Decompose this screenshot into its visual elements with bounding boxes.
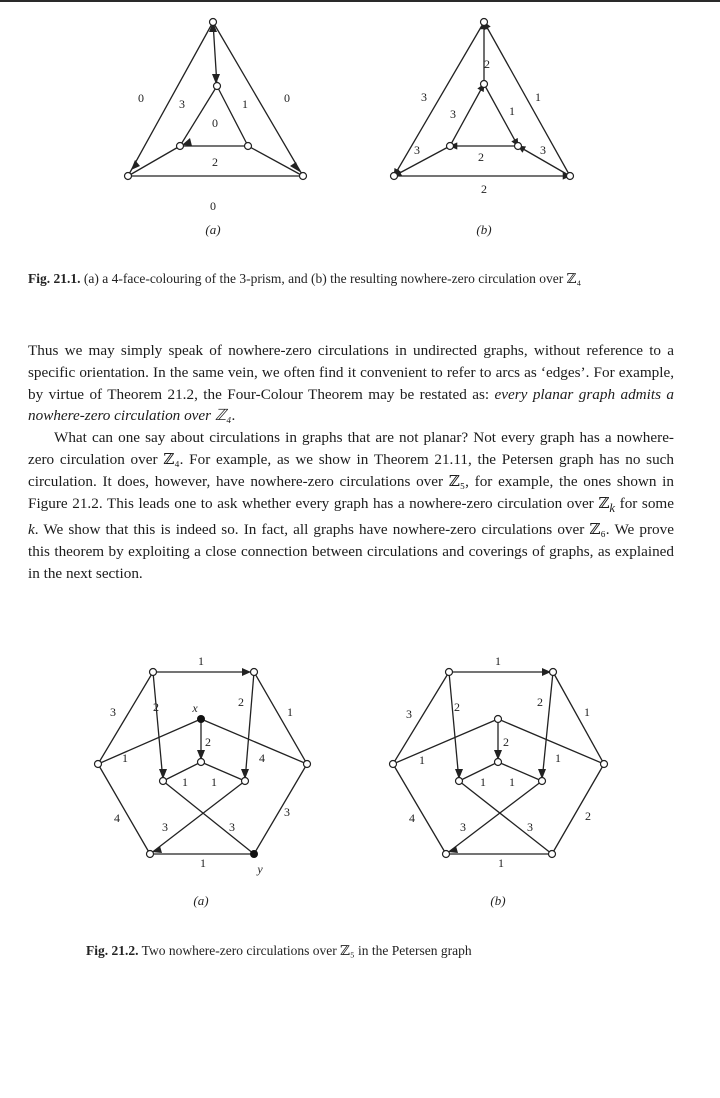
vertex — [300, 173, 307, 180]
edge-label: 2 — [212, 155, 218, 169]
edge-label: 3 — [406, 707, 412, 721]
vertex — [391, 173, 398, 180]
edge-label: 3 — [460, 820, 466, 834]
vertex — [456, 778, 463, 785]
vertex — [567, 173, 574, 180]
vertex — [210, 19, 217, 26]
vertex — [214, 83, 221, 90]
edge-label: 1 — [287, 705, 293, 719]
edge-label: 3 — [540, 143, 546, 157]
edge-label: 3 — [421, 90, 427, 104]
paragraph-2: What can one say about circulations in graphs that are not planar? Not every graph has a nowhere-zero circulation over ℤ₄. For example, as we show in Theorem 21.11, the Petersen graph has no such circulation. It does, however, have nowhere-zero circulations over ℤ₅, for example, the ones shown in Figure 21.2. This leads one to ask whether every graph has a nowhere-zero circulation over ℤ$_k$ for some k. We show that this is indeed so. In fact, all graphs have nowhere-zero circulations over ℤ₆. We prove this theorem by exploiting a close connection between circulations and coverings of graphs, as explained in the next section. — [28, 429, 674, 582]
vertex — [304, 761, 311, 768]
edge — [150, 781, 245, 854]
edge-label: 3 — [179, 97, 185, 111]
vertex — [601, 761, 608, 768]
caption-text: Two nowhere-zero circulations over ℤ₅ in the Petersen graph — [141, 943, 472, 958]
edge — [245, 672, 254, 781]
body-text — [28, 340, 674, 585]
edge-label: 2 — [205, 735, 211, 749]
vertex — [446, 669, 453, 676]
edge-label: 2 — [585, 809, 591, 823]
edge-label: 1 — [182, 775, 188, 789]
vertex — [245, 143, 252, 150]
edge-label: 1 — [495, 654, 501, 668]
vertex — [481, 19, 488, 26]
edge-label: 2 — [481, 182, 487, 196]
edge-label: 2 — [238, 695, 244, 709]
edge — [484, 22, 570, 176]
edge-label: 1 — [498, 856, 504, 870]
edge — [459, 762, 498, 781]
vertex — [150, 669, 157, 676]
edge — [98, 719, 201, 764]
edge — [446, 781, 542, 854]
figure-21-2-caption — [86, 942, 686, 960]
vertex — [242, 778, 249, 785]
edge-label: 1 — [122, 751, 128, 765]
edge — [98, 764, 150, 854]
edge-label: 0 — [138, 91, 144, 105]
edge-label: 3 — [527, 820, 533, 834]
edge — [459, 781, 552, 854]
edge-label: 1 — [198, 654, 204, 668]
edge — [201, 719, 307, 764]
edge-label: 0 — [212, 116, 218, 130]
arrow-head — [131, 160, 140, 170]
edge-label: 1 — [535, 90, 541, 104]
edge-label: 1 — [242, 97, 248, 111]
edge — [254, 764, 307, 854]
edge — [217, 86, 248, 146]
vertex — [125, 173, 132, 180]
vertex — [198, 759, 205, 766]
vertex — [495, 716, 502, 723]
edge — [542, 672, 553, 781]
vertex-label-x: x — [192, 701, 198, 715]
paragraph-1: Thus we may simply speak of nowhere-zero circulations in undirected graphs, without reference to a specific orientation. In the same vein, we often find it convenient to refer to arcs as ‘edges’. For example, by virtue of Theorem 21.2, the Four-Colour Theorem may be restated as: every planar graph admits a nowhere-zero circulation over ℤ₄. — [28, 342, 674, 425]
edge-label: 1 — [200, 856, 206, 870]
vertex — [515, 143, 522, 150]
edge-label: 3 — [110, 705, 116, 719]
edge — [498, 762, 542, 781]
edge-label: 0 — [284, 91, 290, 105]
edge-label: 3 — [162, 820, 168, 834]
edge — [552, 764, 604, 854]
figure-21-1 — [0, 0, 720, 250]
vertex-label-y: y — [257, 862, 263, 876]
vertex — [481, 81, 488, 88]
edge-label: 1 — [480, 775, 486, 789]
edge — [393, 719, 498, 764]
figure-21-1-caption — [28, 270, 678, 288]
vertex — [251, 669, 258, 676]
vertex — [177, 143, 184, 150]
panel-a-sublabel: (a) — [205, 222, 221, 237]
edge — [201, 762, 245, 781]
edge — [153, 672, 163, 781]
edge — [393, 764, 446, 854]
vertex — [549, 851, 556, 858]
vertex — [147, 851, 154, 858]
panel-b-sublabel: (b) — [490, 893, 506, 908]
vertex — [95, 761, 102, 768]
arrow-head — [290, 162, 300, 172]
vertex — [550, 669, 557, 676]
edge-label: 1 — [584, 705, 590, 719]
vertex — [539, 778, 546, 785]
edge-label: 1 — [509, 775, 515, 789]
edge-label: 2 — [537, 695, 543, 709]
edge-label: 4 — [114, 811, 120, 825]
edge-label: 1 — [211, 775, 217, 789]
edge-label: 2 — [503, 735, 509, 749]
vertex — [447, 143, 454, 150]
edge-label: 4 — [409, 811, 415, 825]
vertex-x — [197, 715, 205, 723]
vertex-y — [250, 850, 258, 858]
edge-label: 1 — [509, 104, 515, 118]
edge-label: 2 — [454, 700, 460, 714]
arrow-head — [242, 668, 251, 676]
edge-label: 2 — [484, 57, 490, 71]
edge — [498, 719, 604, 764]
edge-label: 3 — [229, 820, 235, 834]
figure-21-2 — [0, 640, 720, 920]
edge-label: 2 — [478, 150, 484, 164]
edge-label: 0 — [210, 199, 216, 213]
caption-label: Fig. 21.2. — [86, 943, 139, 958]
edge-label: 3 — [450, 107, 456, 121]
caption-label: Fig. 21.1. — [28, 271, 81, 286]
vertex — [390, 761, 397, 768]
edge-label: 3 — [284, 805, 290, 819]
edge — [394, 22, 484, 176]
edge-label: 3 — [414, 143, 420, 157]
caption-text: (a) a 4-face-colouring of the 3-prism, and (b) the resulting nowhere-zero circulation over ℤ₄ — [83, 271, 582, 286]
vertex — [495, 759, 502, 766]
edge-label: 1 — [419, 753, 425, 767]
edge — [449, 672, 459, 781]
edge-label: 2 — [153, 700, 159, 714]
panel-b-sublabel: (b) — [476, 222, 492, 237]
vertex — [443, 851, 450, 858]
edge — [163, 781, 254, 854]
edge-label: 1 — [555, 751, 561, 765]
edge-label: 4 — [259, 751, 265, 765]
vertex — [160, 778, 167, 785]
edge — [393, 672, 449, 764]
panel-a-sublabel: (a) — [193, 893, 209, 908]
